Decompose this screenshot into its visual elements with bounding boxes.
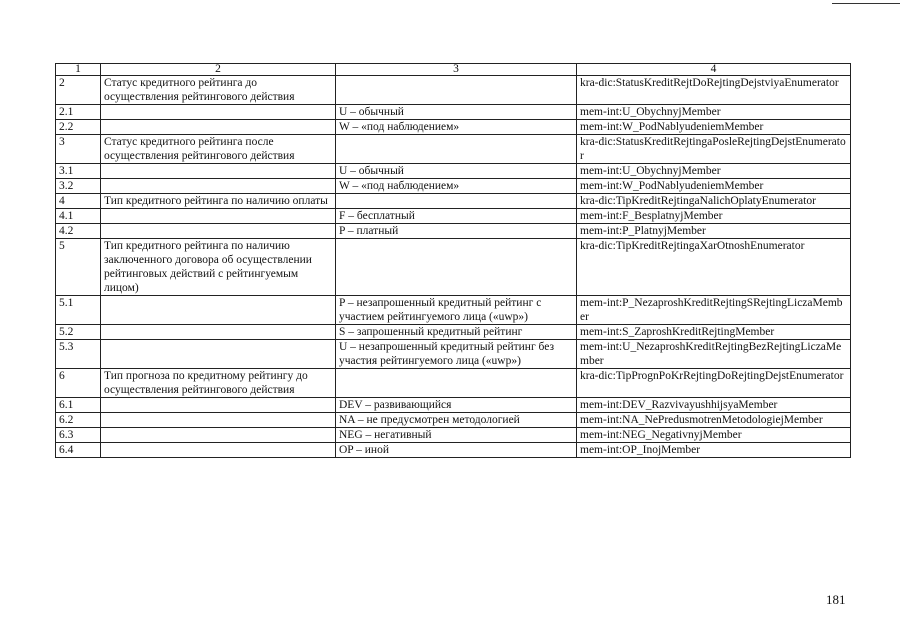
table-row (56, 105, 851, 120)
row-number: 6.1 (56, 398, 101, 413)
table-row (56, 296, 851, 325)
row-code: kra-dic:StatusKreditRejtDoRejtingDejstviyaEnumerator (577, 76, 851, 105)
header-cell-3: 3 (336, 64, 577, 76)
row-number: 2.2 (56, 120, 101, 135)
row-code: mem-int:U_NezaproshKreditRejtingBezRejtingLiczaMember (577, 340, 851, 369)
header-cell-4: 4 (577, 64, 851, 76)
table-row (56, 135, 851, 164)
row-code: mem-int:NEG_NegativnyjMember (577, 428, 851, 443)
row-indicator (101, 120, 336, 135)
top-rule (832, 3, 900, 4)
page-number: 181 (826, 592, 846, 607)
table-row (56, 443, 851, 458)
row-indicator (101, 398, 336, 413)
row-value (336, 194, 577, 209)
row-value: OP – иной (336, 443, 577, 458)
row-number: 6.3 (56, 428, 101, 443)
row-number: 6.4 (56, 443, 101, 458)
row-code: mem-int:S_ZaproshKreditRejtingMember (577, 325, 851, 340)
row-value: U – незапрошенный кредитный рейтинг без участия рейтингуемого лица («uwp») (336, 340, 577, 369)
row-code: mem-int:DEV_RazvivayushhijsyaMember (577, 398, 851, 413)
row-value: S – запрошенный кредитный рейтинг (336, 325, 577, 340)
row-code: mem-int:NA_NePredusmotrenMetodologiejMember (577, 413, 851, 428)
row-indicator: Статус кредитного рейтинга после осуществления рейтингового действия (101, 135, 336, 164)
table-row (56, 179, 851, 194)
row-code: mem-int:U_ObychnyjMember (577, 164, 851, 179)
row-indicator: Тип прогноза по кредитному рейтингу до осуществления рейтингового действия (101, 369, 336, 398)
table-row (56, 120, 851, 135)
table-row (56, 239, 851, 296)
row-indicator (101, 296, 336, 325)
row-number: 5.2 (56, 325, 101, 340)
row-code: kra-dic:TipKreditRejtingaXarOtnoshEnumerator (577, 239, 851, 296)
row-indicator (101, 428, 336, 443)
row-value (336, 369, 577, 398)
row-indicator (101, 340, 336, 369)
table-row (56, 76, 851, 105)
row-code: mem-int:F_BesplatnyjMember (577, 209, 851, 224)
row-value (336, 239, 577, 296)
row-value (336, 76, 577, 105)
row-indicator: Статус кредитного рейтинга до осуществления рейтингового действия (101, 76, 336, 105)
table-row (56, 413, 851, 428)
row-code: kra-dic:StatusKreditRejtingaPosleRejtingDejstEnumerator (577, 135, 851, 164)
row-value: W – «под наблюдением» (336, 120, 577, 135)
row-number: 4 (56, 194, 101, 209)
row-indicator (101, 224, 336, 239)
row-number: 3.2 (56, 179, 101, 194)
row-number: 5 (56, 239, 101, 296)
row-value: F – бесплатный (336, 209, 577, 224)
row-code: mem-int:P_PlatnyjMember (577, 224, 851, 239)
row-number: 4.2 (56, 224, 101, 239)
row-indicator (101, 105, 336, 120)
row-number: 5.3 (56, 340, 101, 369)
row-number: 2 (56, 76, 101, 105)
table-row (56, 398, 851, 413)
row-indicator (101, 413, 336, 428)
row-indicator (101, 164, 336, 179)
row-value: P – незапрошенный кредитный рейтинг с участием рейтингуемого лица («uwp») (336, 296, 577, 325)
table-row (56, 340, 851, 369)
row-indicator (101, 179, 336, 194)
row-indicator: Тип кредитного рейтинга по наличию заключенного договора об осуществлении рейтинговых действий с рейтингуемым лицом) (101, 239, 336, 296)
table-header-row (56, 64, 851, 76)
row-value: NA – не предусмотрен методологией (336, 413, 577, 428)
row-indicator (101, 209, 336, 224)
row-indicator (101, 443, 336, 458)
row-number: 4.1 (56, 209, 101, 224)
row-indicator: Тип кредитного рейтинга по наличию оплаты (101, 194, 336, 209)
row-code: mem-int:W_PodNablyudeniemMember (577, 179, 851, 194)
header-cell-1: 1 (56, 64, 101, 76)
table-row (56, 325, 851, 340)
row-number: 5.1 (56, 296, 101, 325)
row-number: 6.2 (56, 413, 101, 428)
row-indicator (101, 325, 336, 340)
row-value: W – «под наблюдением» (336, 179, 577, 194)
row-value: NEG – негативный (336, 428, 577, 443)
row-code: mem-int:W_PodNablyudeniemMember (577, 120, 851, 135)
row-code: mem-int:OP_InojMember (577, 443, 851, 458)
row-code: mem-int:P_NezaproshKreditRejtingSRejtingLiczaMember (577, 296, 851, 325)
row-value: DEV – развивающийся (336, 398, 577, 413)
classification-table (55, 63, 851, 458)
row-number: 6 (56, 369, 101, 398)
table-row (56, 369, 851, 398)
row-code: kra-dic:TipKreditRejtingaNalichOplatyEnumerator (577, 194, 851, 209)
row-value: U – обычный (336, 105, 577, 120)
row-code: mem-int:U_ObychnyjMember (577, 105, 851, 120)
row-number: 3 (56, 135, 101, 164)
row-value (336, 135, 577, 164)
row-number: 3.1 (56, 164, 101, 179)
table-row (56, 209, 851, 224)
table-row (56, 224, 851, 239)
header-cell-2: 2 (101, 64, 336, 76)
row-code: kra-dic:TipPrognPoKrRejtingDoRejtingDejstEnumerator (577, 369, 851, 398)
table-row (56, 194, 851, 209)
table-row (56, 428, 851, 443)
row-value: U – обычный (336, 164, 577, 179)
row-number: 2.1 (56, 105, 101, 120)
table-row (56, 164, 851, 179)
row-value: P – платный (336, 224, 577, 239)
